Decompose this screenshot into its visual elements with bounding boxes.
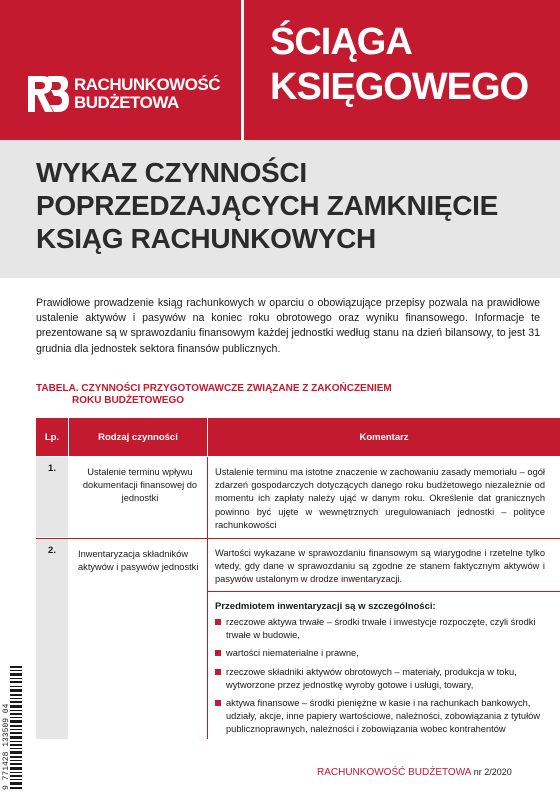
brand-line-1: RACHUNKOWOŚĆ [74,75,221,94]
list-item [215,616,545,642]
footer-publication: RACHUNKOWOŚĆ BUDŻETOWA [317,767,471,778]
table-caption [36,383,392,407]
table-caption-line-2: ROKU BUDŻETOWEGO [72,395,185,406]
column-divider [207,457,208,539]
row-1-lp: 1. [36,457,68,537]
table-caption-line-1: TABELA. CZYNNOŚCI PRZYGOTOWAWCZE ZWIĄZANE Z ZAKOŃCZENIEM [36,383,392,394]
list-item-text: rzeczowe aktywa trwałe – środki trwałe i inwestycje rozpoczęte, czyli środki trwałe w budowie, [226,617,536,641]
column-header-lp: Lp. [36,418,68,456]
rb-logo-icon [26,74,70,114]
inventory-subtitle: Przedmiotem inwentaryzacji są w szczególności: [215,601,436,612]
footer-issue: nr 2/2020 [473,767,512,777]
barcode-digits: 9 771428 133509 04 [2,703,11,790]
page-title-line-2: POPRZEDZAJĄCYCH ZAMKNIĘCIE [36,190,499,221]
inventory-list [215,616,545,742]
row-2-rodzaj: Inwentaryzacja składników aktywów i pasywów jednostki [78,549,199,573]
page-title [36,156,498,255]
column-divider [207,539,208,739]
bullet-square-icon [215,650,221,656]
publication-title-line-2: KSIĘGOWEGO [270,66,529,108]
row-2-lp: 2. [36,539,68,739]
bullet-square-icon [215,619,221,625]
column-header-rodzaj: Rodzaj czynności [69,418,207,456]
row-divider [36,538,560,539]
list-item [215,697,545,737]
bullet-square-icon [215,669,221,675]
page-title-line-3: KSIĄG RACHUNKOWYCH [36,223,376,254]
page-title-line-1: WYKAZ CZYNNOŚCI [36,157,307,188]
header-divider [241,0,244,140]
row-2-komentarz: Wartości wykazane w sprawozdaniu finansowym są wiarygodne i rzetelne tylko wtedy, gdy dane w sprawozdaniu są zgodne ze stanem faktycznym aktywów i pasywów ustalonym w drodze inwentaryzacji. [215,548,545,585]
list-item-text: rzeczowe składniki aktywów obrotowych – materiały, produkcja w toku, wytworzone przez jednostkę wyroby gotowe i usługi, towary, [226,666,517,690]
column-header-komentarz: Komentarz [208,418,560,456]
cell-divider [208,591,560,592]
intro-paragraph: Prawidłowe prowadzenie ksiąg rachunkowych w oparciu o obowiązujące przepisy pozwala na prawidłowe ustalenie aktywów i pasywów na koniec roku obrotowego oraz wyniku finansowego. Informacje te prezentowane są w sprawozdaniu finansowym każdej jednostki według stanu na dzień bilansowy, to jest 31 grudnia dla jednostek sektora finansów publicznych. [36,297,540,355]
publication-title-line-1: ŚCIĄGA [270,21,412,63]
page-footer [317,767,512,778]
row-1-rodzaj: Ustalenie terminu wpływu dokumentacji finansowej do jednostki [82,467,198,504]
list-item [215,647,545,660]
brand-logo [26,74,226,114]
row-1-komentarz: Ustalenie terminu ma istotne znaczenie w zachowaniu zasady memoriału – ogół zdarzeń gospodarczych dotyczących danego roku budżetowego niezależnie od momentu ich zapłaty należy ująć w danym roku. Określenie dat granicznych powinno być ujęte w wewnętrznych uregulowaniach jednostki – polityce rachunkowości [215,467,545,530]
brand-line-2: BUDŻETOWA [74,93,179,112]
list-item-text: wartości niematerialne i prawne, [226,648,359,659]
bullet-square-icon [215,700,221,706]
brand-name [74,76,220,112]
list-item-text: aktywa finansowe – środki pieniężne w kasie i na rachunkach bankowych, udziały, akcje, inne papiery wartościowe, należności, zobowiązania z tytułów publicznoprawnych, należności i zobowiązania wobec kontrahentów [226,698,541,735]
list-item [215,666,545,692]
publication-title [270,20,528,110]
